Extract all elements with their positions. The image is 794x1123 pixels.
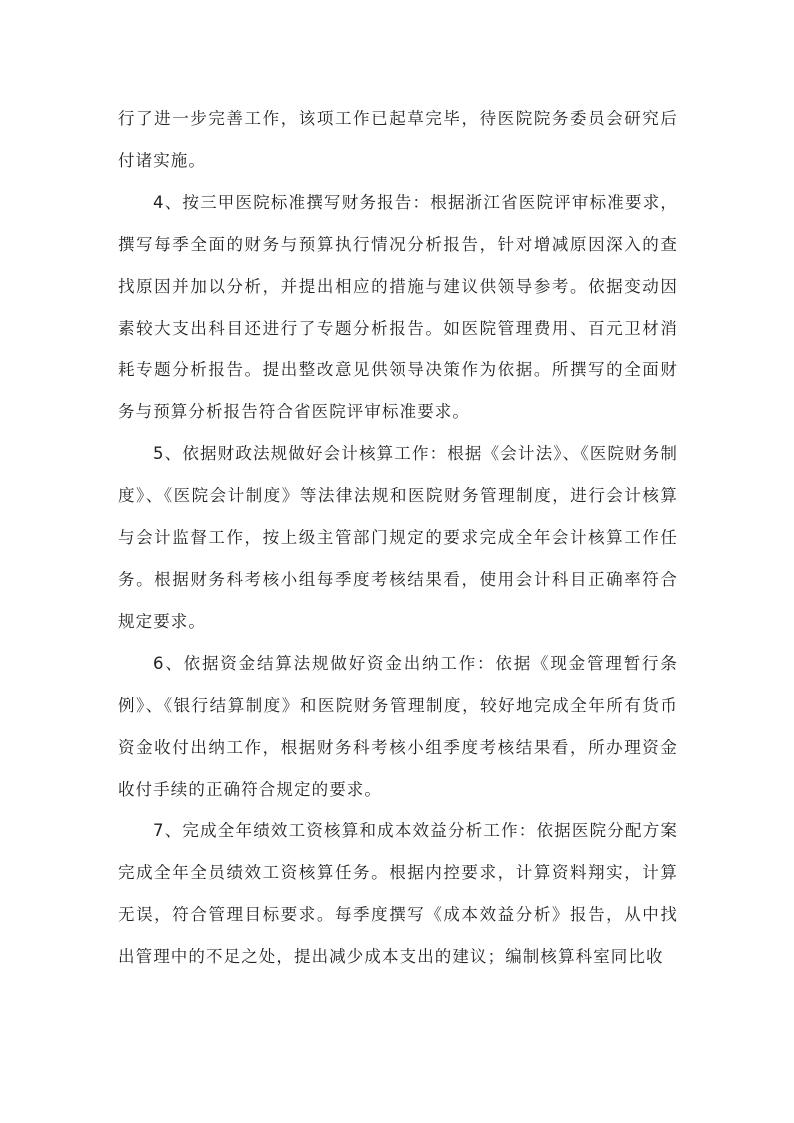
paragraph-continuation: 行了进一步完善工作，该项工作已起草完毕，待医院院务委员会研究后付诸实施。 [118,109,678,170]
paragraph-item-5: 5、依据财政法规做好会计核算工作：根据《会计法》、《医院财务制度》、《医院会计制度》等法律法规和医院财务管理制度，进行会计核算与会计监督工作，按上级主管部门规定的要求完成全年会计核算工作任务。根据财务科考核小组每季度考核结果看，使用会计科目正确率符合规定要求。 [118,444,678,631]
paragraph-item-4: 4、按三甲医院标准撰写财务报告：根据浙江省医院评审标准要求，撰写每季全面的财务与预算执行情况分析报告，针对增减原因深入的查找原因并加以分析，并提出相应的措施与建议供领导参考。依据变动因素较大支出科目还进行了专题分析报告。如医院管理费用、百元卫材消耗专题分析报告。提出整改意见供领导决策作为依据。所撰写的全面财务与预算分析报告符合省医院评审标准要求。 [118,192,678,422]
document-body [118,98,678,978]
paragraph-item-6: 6、依据资金结算法规做好资金出纳工作：依据《现金管理暂行条例》、《银行结算制度》和医院财务管理制度，较好地完成全年所有货币资金收付出纳工作，根据财务科考核小组季度考核结果看，所办理资金收付手续的正确符合规定的要求。 [118,653,678,799]
paragraph-item-7: 7、完成全年绩效工资核算和成本效益分析工作：依据医院分配方案完成全年全员绩效工资核算任务。根据内控要求，计算资料翔实，计算无误，符合管理目标要求。每季度撰写《成本效益分析》报告，从中找出管理中的不足之处，提出减少成本支出的建议；编制核算科室同比收 [118,821,678,967]
